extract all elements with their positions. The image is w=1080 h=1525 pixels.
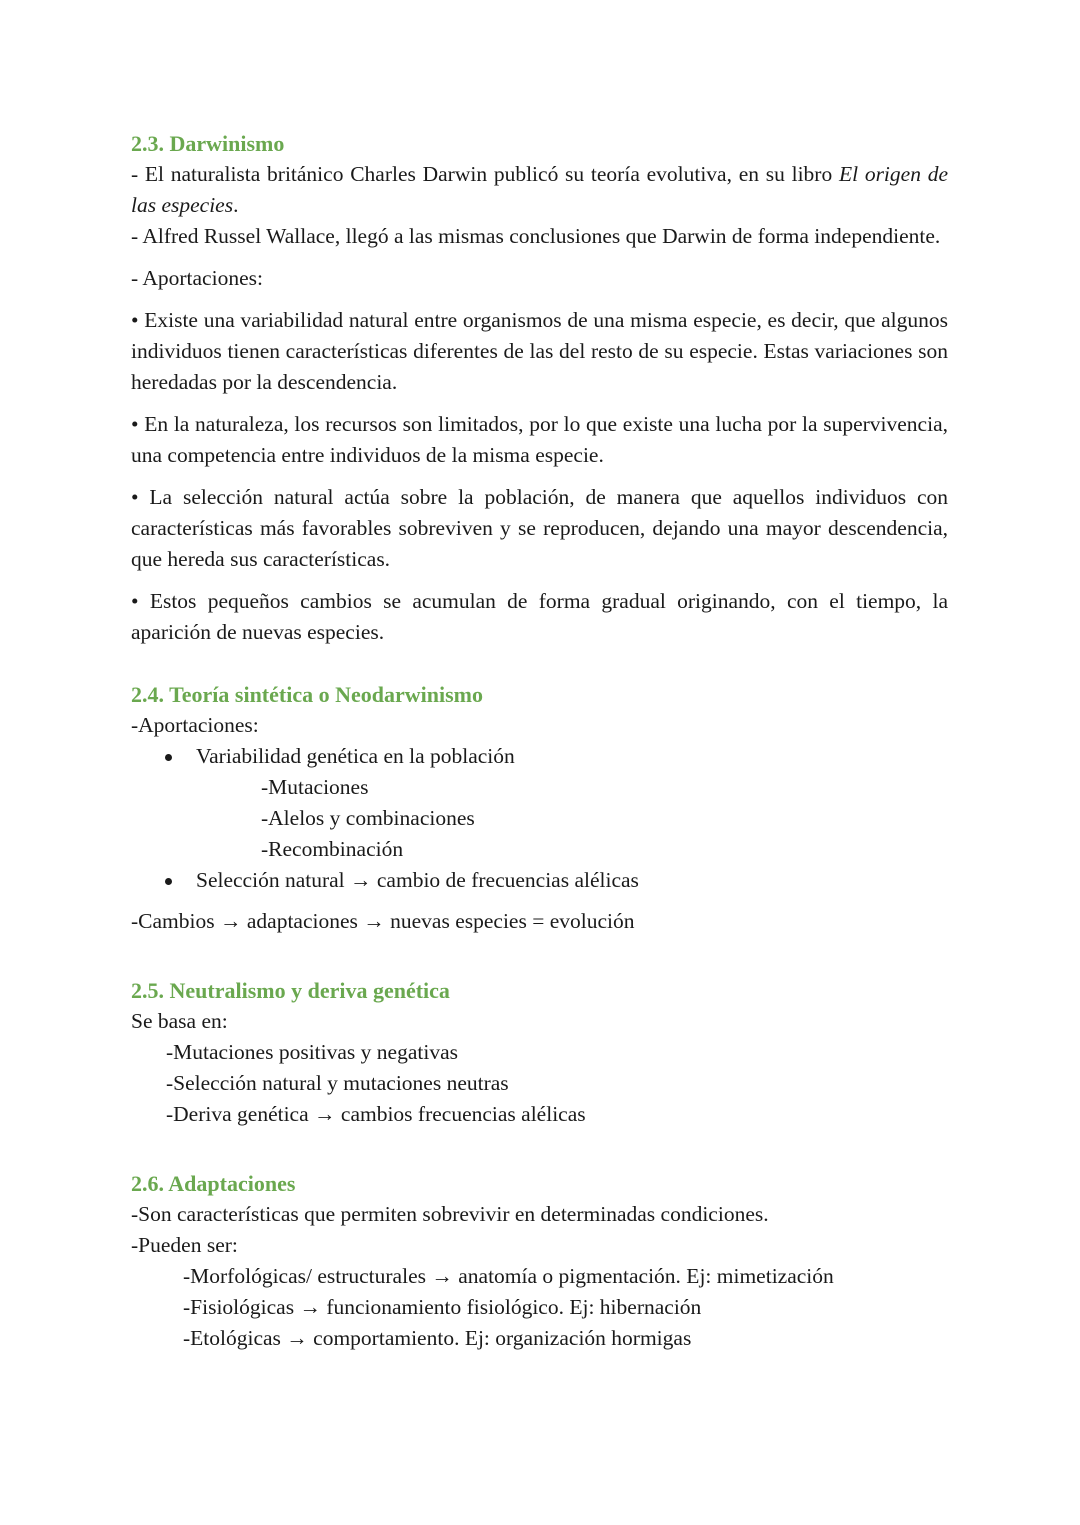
bullet-paragraph: • En la naturaleza, los recursos son limitados, por lo que existe una lucha por la supervivencia, una competencia entre individuos de la misma especie. xyxy=(131,412,948,467)
list-item-text: Variabilidad genética en la población xyxy=(196,744,515,768)
book-title: El origen de las especies xyxy=(131,162,948,217)
paragraph: - Alfred Russel Wallace, llegó a las mismas conclusiones que Darwin de forma independiente. xyxy=(131,224,941,248)
list-item xyxy=(131,741,948,772)
list-item-text: Selección natural → cambio de frecuencias alélicas xyxy=(196,868,639,892)
list-line: -Morfológicas/ estructurales → anatomía o pigmentación. Ej: mimetización xyxy=(183,1264,834,1288)
bullet-icon xyxy=(165,878,172,885)
paragraph-text: - El naturalista británico Charles Darwin publicó su teoría evolutiva, en su libro xyxy=(131,162,839,186)
paragraph: -Aportaciones: xyxy=(131,713,259,737)
section-heading: 2.5. Neutralismo y deriva genética xyxy=(131,978,450,1003)
bullet-paragraph: • La selección natural actúa sobre la población, de manera que aquellos individuos con características más favorables sobreviven y se reproducen, dejando una mayor descendencia, que hereda sus características. xyxy=(131,485,948,571)
section-heading: 2.3. Darwinismo xyxy=(131,131,285,156)
sub-item: -Mutaciones xyxy=(261,775,369,799)
sub-item: -Recombinación xyxy=(261,837,404,861)
section-adaptaciones xyxy=(131,1168,948,1354)
bullet-list xyxy=(131,741,948,772)
bullet-icon xyxy=(165,754,172,761)
bullet-paragraph: • Estos pequeños cambios se acumulan de forma gradual originando, con el tiempo, la aparición de nuevas especies. xyxy=(131,589,948,644)
list-line: -Deriva genética → cambios frecuencias alélicas xyxy=(166,1102,586,1126)
paragraph: Se basa en: xyxy=(131,1009,228,1033)
list-line: -Mutaciones positivas y negativas xyxy=(166,1040,458,1064)
section-heading: 2.6. Adaptaciones xyxy=(131,1171,296,1196)
bullet-paragraph: • Existe una variabilidad natural entre organismos de una misma especie, es decir, que algunos individuos tienen características diferentes de las del resto de su especie. Estas variaciones son heredadas por la descendencia. xyxy=(131,308,948,394)
list-line: -Selección natural y mutaciones neutras xyxy=(166,1071,509,1095)
section-darwinismo xyxy=(131,128,948,648)
paragraph xyxy=(131,159,948,221)
sub-item: -Alelos y combinaciones xyxy=(261,806,475,830)
paragraph: -Pueden ser: xyxy=(131,1233,238,1257)
section-neutralismo xyxy=(131,975,948,1130)
paragraph-end: . xyxy=(233,193,239,217)
paragraph: -Son características que permiten sobrevivir en determinadas condiciones. xyxy=(131,1202,769,1226)
bullet-list xyxy=(131,865,948,896)
section-heading: 2.4. Teoría sintética o Neodarwinismo xyxy=(131,682,483,707)
list-line: -Etológicas → comportamiento. Ej: organización hormigas xyxy=(183,1326,692,1350)
list-line: -Fisiológicas → funcionamiento fisiológico. Ej: hibernación xyxy=(183,1295,702,1319)
document-page xyxy=(131,128,948,1354)
summary-line: -Cambios → adaptaciones → nuevas especies = evolución xyxy=(131,909,635,933)
paragraph: - Aportaciones: xyxy=(131,266,263,290)
list-item xyxy=(131,865,948,896)
section-neodarwinismo xyxy=(131,679,948,937)
